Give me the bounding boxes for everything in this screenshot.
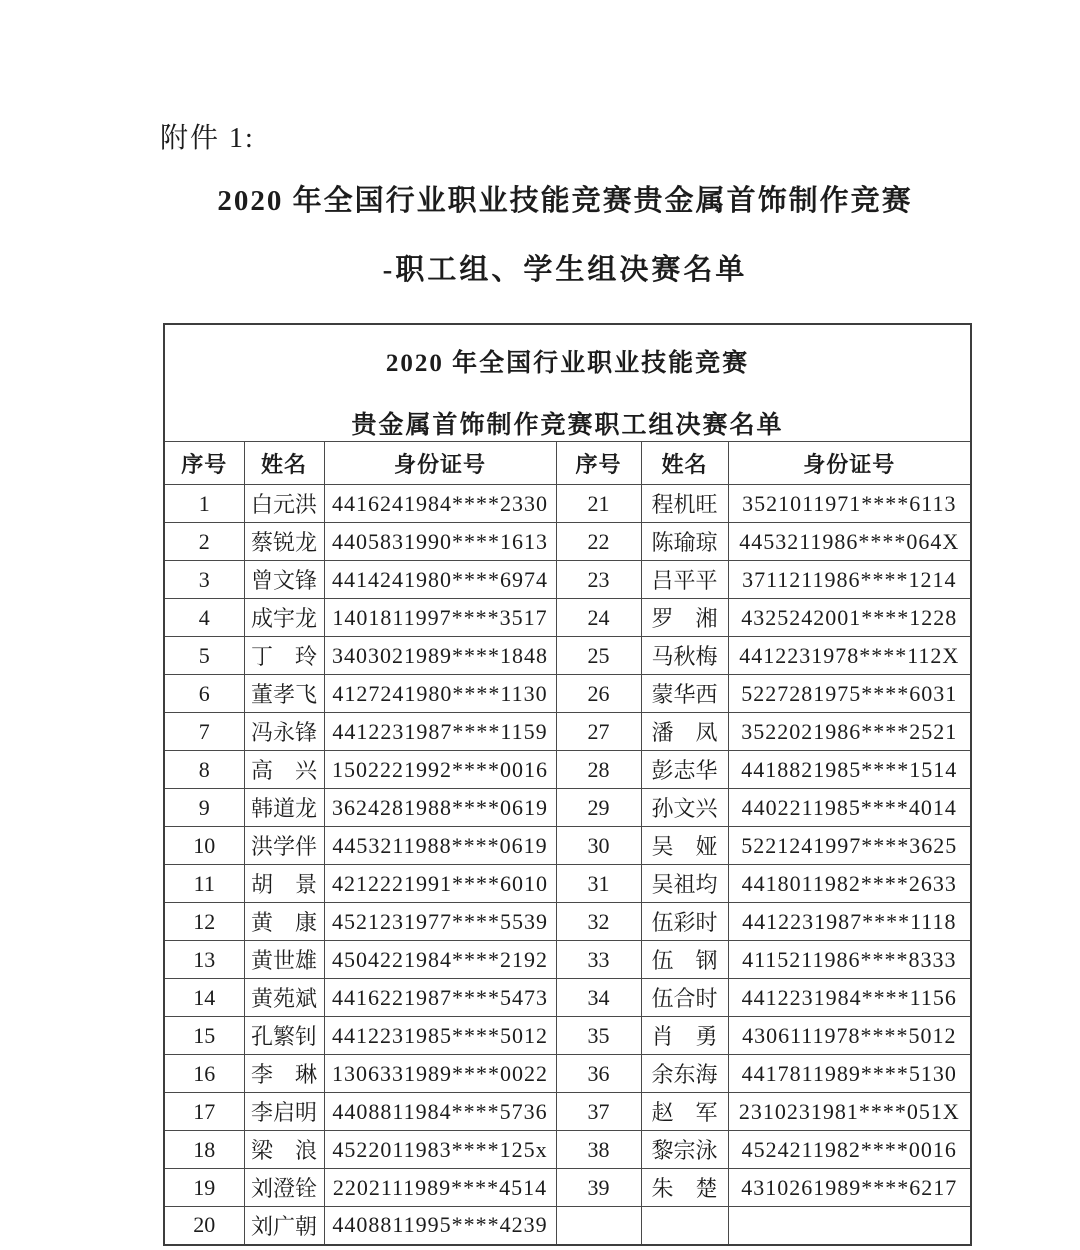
index-cell: 25: [556, 637, 641, 675]
name-cell: 曾文锋: [244, 561, 324, 599]
name-cell: 黄世雄: [244, 941, 324, 979]
index-cell: 6: [164, 675, 244, 713]
name-cell: 吕平平: [641, 561, 728, 599]
table-row: [164, 713, 971, 751]
index-cell: 4: [164, 599, 244, 637]
index-cell: 21: [556, 485, 641, 523]
index-cell: 8: [164, 751, 244, 789]
table-row: [164, 1055, 971, 1093]
index-cell: 27: [556, 713, 641, 751]
name-cell: 余东海: [641, 1055, 728, 1093]
id-cell: 2202111989****4514: [324, 1169, 556, 1207]
index-cell: 26: [556, 675, 641, 713]
table-row: [164, 1017, 971, 1055]
name-cell: 伍 钢: [641, 941, 728, 979]
id-cell: 4306111978****5012: [728, 1017, 971, 1055]
id-cell: 4412231987****1159: [324, 713, 556, 751]
table-row: [164, 789, 971, 827]
id-cell: 4325242001****1228: [728, 599, 971, 637]
id-cell: 4453211988****0619: [324, 827, 556, 865]
id-cell: 1401811997****3517: [324, 599, 556, 637]
index-cell: 20: [164, 1207, 244, 1245]
name-cell: 潘 凤: [641, 713, 728, 751]
index-cell: 10: [164, 827, 244, 865]
table-row: [164, 979, 971, 1017]
id-cell: 4504221984****2192: [324, 941, 556, 979]
id-cell: 4417811989****5130: [728, 1055, 971, 1093]
id-cell: [728, 1207, 971, 1245]
name-cell: 韩道龙: [244, 789, 324, 827]
index-cell: 15: [164, 1017, 244, 1055]
document-title-line1: 2020 年全国行业职业技能竞赛贵金属首饰制作竞赛: [217, 185, 913, 217]
name-cell: 冯永锋: [244, 713, 324, 751]
name-cell: 伍合时: [641, 979, 728, 1017]
name-cell: 蔡锐龙: [244, 523, 324, 561]
table-row: [164, 675, 971, 713]
id-cell: 4127241980****1130: [324, 675, 556, 713]
index-cell: 7: [164, 713, 244, 751]
name-cell: 罗 湘: [641, 599, 728, 637]
header-name-right: 姓名: [641, 442, 728, 485]
id-cell: 5227281975****6031: [728, 675, 971, 713]
table-caption-cell: [164, 324, 971, 442]
index-cell: 18: [164, 1131, 244, 1169]
name-cell: 陈瑜琼: [641, 523, 728, 561]
name-cell: [641, 1207, 728, 1245]
name-cell: 成宇龙: [244, 599, 324, 637]
document-title-line2: -职工组、学生组决赛名单: [382, 254, 748, 286]
name-cell: 吴 娅: [641, 827, 728, 865]
header-id-left: 身份证号: [324, 442, 556, 485]
id-cell: 1306331989****0022: [324, 1055, 556, 1093]
name-cell: 丁 玲: [244, 637, 324, 675]
name-cell: 吴祖均: [641, 865, 728, 903]
id-cell: 4412231984****1156: [728, 979, 971, 1017]
id-cell: 4416241984****2330: [324, 485, 556, 523]
name-cell: 刘广朝: [244, 1207, 324, 1245]
name-cell: 孙文兴: [641, 789, 728, 827]
name-cell: 彭志华: [641, 751, 728, 789]
name-cell: 李 琳: [244, 1055, 324, 1093]
index-cell: 35: [556, 1017, 641, 1055]
index-cell: 9: [164, 789, 244, 827]
id-cell: 4418011982****2633: [728, 865, 971, 903]
index-cell: 11: [164, 865, 244, 903]
index-cell: 30: [556, 827, 641, 865]
id-cell: 4418821985****1514: [728, 751, 971, 789]
name-cell: 董孝飞: [244, 675, 324, 713]
name-cell: 马秋梅: [641, 637, 728, 675]
index-cell: 3: [164, 561, 244, 599]
table-row: [164, 941, 971, 979]
finalists-table: [163, 323, 972, 1246]
index-cell: 13: [164, 941, 244, 979]
id-cell: 2310231981****051X: [728, 1093, 971, 1131]
name-cell: 孔繁钊: [244, 1017, 324, 1055]
name-cell: 洪学伴: [244, 827, 324, 865]
id-cell: 3403021989****1848: [324, 637, 556, 675]
index-cell: 2: [164, 523, 244, 561]
table-row: [164, 903, 971, 941]
index-cell: 34: [556, 979, 641, 1017]
index-cell: 28: [556, 751, 641, 789]
index-cell: 37: [556, 1093, 641, 1131]
table-row: [164, 561, 971, 599]
name-cell: 黄苑斌: [244, 979, 324, 1017]
name-cell: 高 兴: [244, 751, 324, 789]
header-id-right: 身份证号: [728, 442, 971, 485]
index-cell: 33: [556, 941, 641, 979]
name-cell: 蒙华西: [641, 675, 728, 713]
index-cell: 5: [164, 637, 244, 675]
id-cell: 4416221987****5473: [324, 979, 556, 1017]
index-cell: 32: [556, 903, 641, 941]
index-cell: 17: [164, 1093, 244, 1131]
id-cell: 4402211985****4014: [728, 789, 971, 827]
id-cell: 4115211986****8333: [728, 941, 971, 979]
table-row: [164, 637, 971, 675]
index-cell: [556, 1207, 641, 1245]
table-caption-row: [164, 324, 971, 442]
index-cell: 38: [556, 1131, 641, 1169]
id-cell: 4310261989****6217: [728, 1169, 971, 1207]
id-cell: 4521231977****5539: [324, 903, 556, 941]
name-cell: 赵 军: [641, 1093, 728, 1131]
table-body: [164, 485, 971, 1245]
document-title-block: [160, 178, 970, 288]
table-header-row: [164, 442, 971, 485]
table-row: [164, 523, 971, 561]
table-row: [164, 751, 971, 789]
attachment-label: 附件 1:: [160, 123, 255, 154]
id-cell: 5221241997****3625: [728, 827, 971, 865]
name-cell: 刘澄铨: [244, 1169, 324, 1207]
name-cell: 黄 康: [244, 903, 324, 941]
id-cell: 4524211982****0016: [728, 1131, 971, 1169]
id-cell: 4453211986****064X: [728, 523, 971, 561]
index-cell: 29: [556, 789, 641, 827]
name-cell: 肖 勇: [641, 1017, 728, 1055]
id-cell: 3521011971****6113: [728, 485, 971, 523]
id-cell: 4408811984****5736: [324, 1093, 556, 1131]
id-cell: 4522011983****125x: [324, 1131, 556, 1169]
name-cell: 程机旺: [641, 485, 728, 523]
table-row: [164, 1207, 971, 1245]
table-row: [164, 1169, 971, 1207]
name-cell: 朱 楚: [641, 1169, 728, 1207]
index-cell: 16: [164, 1055, 244, 1093]
table-row: [164, 865, 971, 903]
index-cell: 1: [164, 485, 244, 523]
id-cell: 4212221991****6010: [324, 865, 556, 903]
name-cell: 白元洪: [244, 485, 324, 523]
id-cell: 1502221992****0016: [324, 751, 556, 789]
index-cell: 23: [556, 561, 641, 599]
index-cell: 36: [556, 1055, 641, 1093]
name-cell: 胡 景: [244, 865, 324, 903]
table-caption-line2: 贵金属首饰制作竞赛职工组决赛名单: [351, 412, 784, 439]
table-row: [164, 485, 971, 523]
header-index-right: 序号: [556, 442, 641, 485]
name-cell: 李启明: [244, 1093, 324, 1131]
id-cell: 4414241980****6974: [324, 561, 556, 599]
name-cell: 黎宗泳: [641, 1131, 728, 1169]
table-row: [164, 599, 971, 637]
index-cell: 12: [164, 903, 244, 941]
table-caption-line1: 2020 年全国行业职业技能竞赛: [385, 350, 750, 377]
index-cell: 19: [164, 1169, 244, 1207]
table-row: [164, 1093, 971, 1131]
id-cell: 3522021986****2521: [728, 713, 971, 751]
index-cell: 39: [556, 1169, 641, 1207]
id-cell: 4405831990****1613: [324, 523, 556, 561]
id-cell: 4412231987****1118: [728, 903, 971, 941]
name-cell: 伍彩时: [641, 903, 728, 941]
index-cell: 24: [556, 599, 641, 637]
index-cell: 31: [556, 865, 641, 903]
id-cell: 4412231978****112X: [728, 637, 971, 675]
index-cell: 22: [556, 523, 641, 561]
header-index-left: 序号: [164, 442, 244, 485]
id-cell: 4412231985****5012: [324, 1017, 556, 1055]
id-cell: 3711211986****1214: [728, 561, 971, 599]
table-row: [164, 827, 971, 865]
id-cell: 3624281988****0619: [324, 789, 556, 827]
table-row: [164, 1131, 971, 1169]
name-cell: 梁 浪: [244, 1131, 324, 1169]
header-name-left: 姓名: [244, 442, 324, 485]
index-cell: 14: [164, 979, 244, 1017]
id-cell: 4408811995****4239: [324, 1207, 556, 1245]
